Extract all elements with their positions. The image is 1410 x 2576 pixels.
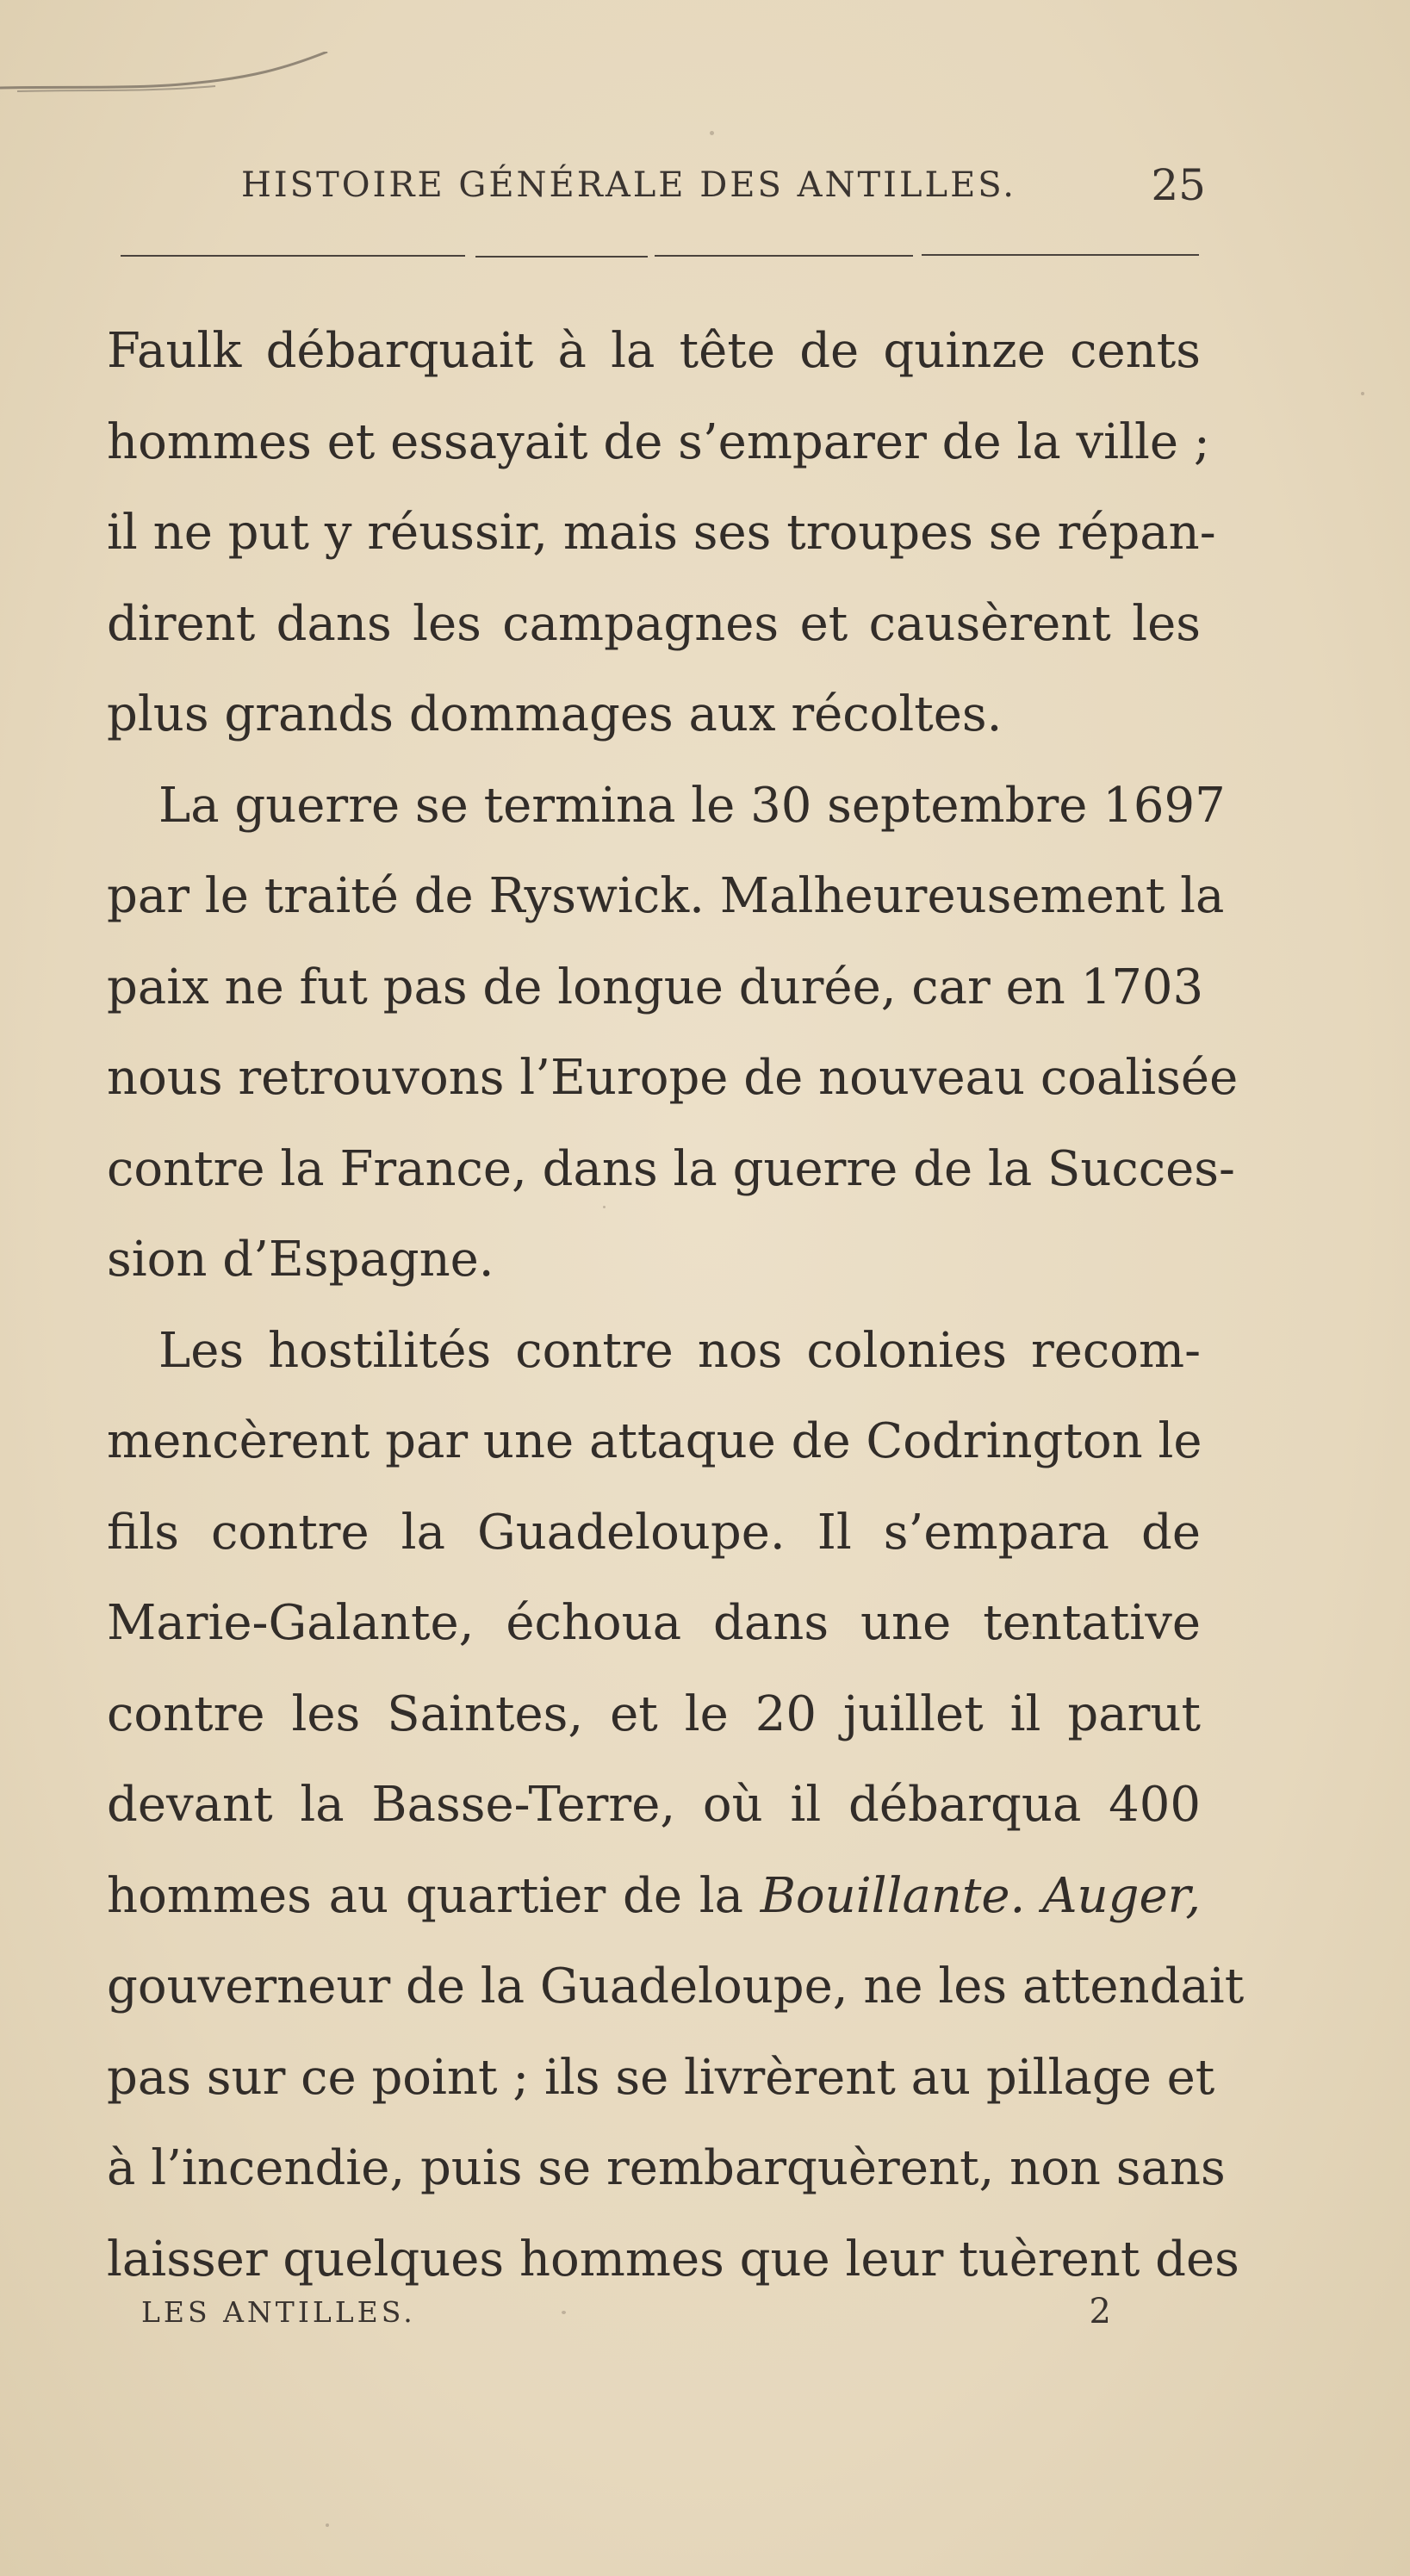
- paper-speck: [1361, 392, 1364, 395]
- text-line: [107, 1851, 1201, 1942]
- text-line: hommes et essayait de s’emparer de la ville ;: [107, 413, 1210, 470]
- page-edge-mark: [0, 52, 362, 103]
- page-number: 25: [1151, 160, 1206, 210]
- header-rule: [121, 255, 1199, 258]
- text-line: devant la Basse-Terre, où il débarqua 400: [107, 1777, 1201, 1833]
- text-line: paix ne fut pas de longue durée, car en 1703: [107, 959, 1204, 1015]
- text-line: Les hostilités contre nos colonies recom-: [158, 1322, 1201, 1379]
- text-line: par le traité de Ryswick. Malheureusement la: [107, 868, 1225, 924]
- text-line: plus grands dommages aux récoltes.: [107, 686, 1003, 742]
- paper-speck: [710, 131, 714, 135]
- italic-text: Bouillante. Auger,: [760, 1867, 1202, 1924]
- text-line: mencèrent par une attaque de Codrington le: [107, 1413, 1202, 1469]
- text-line: dirent dans les campagnes et causèrent les: [107, 595, 1201, 652]
- running-head: [103, 153, 1206, 214]
- text-line: contre la France, dans la guerre de la Succes-: [107, 1140, 1235, 1197]
- text-line: Marie-Galante, échoua dans une tentative: [107, 1595, 1201, 1651]
- text-line: gouverneur de la Guadeloupe, ne les attendait: [107, 1958, 1245, 2014]
- paper-speck: [326, 2523, 329, 2527]
- paper-speck: [562, 2311, 566, 2314]
- paper-speck: [1029, 1632, 1032, 1635]
- text-line: laisser quelques hommes que leur tuèrent des: [107, 2231, 1239, 2287]
- text-line: il ne put y réussir, mais ses troupes se répan-: [107, 505, 1216, 561]
- text-line: sion d’Espagne.: [107, 1232, 494, 1288]
- signature-title: LES ANTILLES.: [141, 2295, 416, 2329]
- text-line: Faulk débarquait à la tête de quinze cents: [107, 323, 1201, 379]
- text-line: contre les Saintes, et le 20 juillet il parut: [107, 1685, 1201, 1742]
- text-line: pas sur ce point ; ils se livrèrent au pillage et: [107, 2049, 1215, 2106]
- paper-speck: [603, 1206, 606, 1208]
- running-title: HISTOIRE GÉNÉRALE DES ANTILLES.: [241, 165, 1016, 205]
- signature-mark: [129, 2292, 1111, 2338]
- text-line: nous retrouvons l’Europe de nouveau coalisée: [107, 1050, 1239, 1106]
- text-segment: hommes au quartier de la: [107, 1867, 744, 1924]
- text-line: fils contre la Guadeloupe. Il s’empara de: [107, 1504, 1201, 1561]
- text-line: La guerre se termina le 30 septembre 1697: [158, 777, 1226, 834]
- signature-number: 2: [1089, 2292, 1111, 2331]
- text-line: à l’incendie, puis se rembarquèrent, non sans: [107, 2140, 1226, 2196]
- body-text: [107, 306, 1245, 2305]
